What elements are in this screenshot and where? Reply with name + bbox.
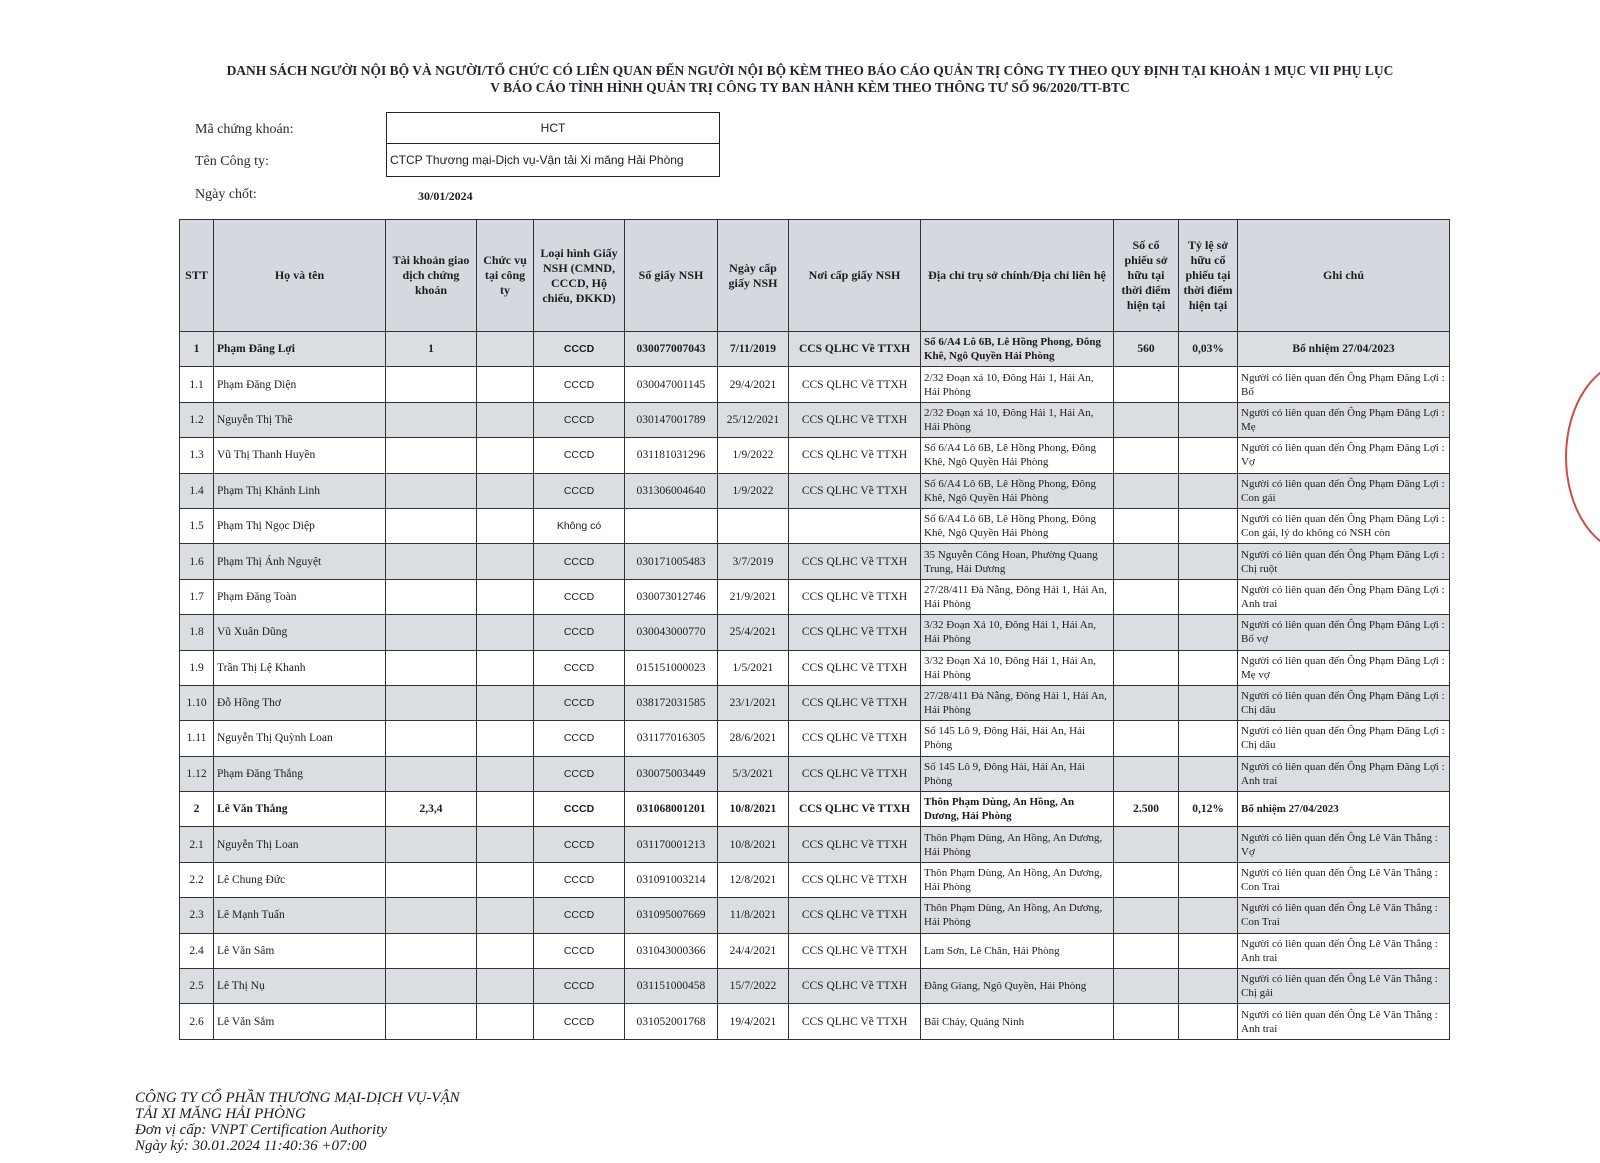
cell-position <box>477 827 534 862</box>
cell-issue-date: 29/4/2021 <box>718 367 789 402</box>
cell-name: Lê Chung Đức <box>214 862 386 897</box>
cell-ratio <box>1179 544 1238 579</box>
cell-issue-date: 1/9/2022 <box>718 473 789 508</box>
cell-stt: 2.1 <box>180 827 214 862</box>
cell-name: Phạm Thị Khánh Linh <box>214 473 386 508</box>
cell-shares <box>1114 685 1179 720</box>
cell-note: Người có liên quan đến Ông Phạm Đăng Lợi : Mẹ <box>1238 402 1450 437</box>
cell-note: Người có liên quan đến Ông Phạm Đăng Lợi : Chị dâu <box>1238 721 1450 756</box>
cell-issue-date: 10/8/2021 <box>718 827 789 862</box>
cell-address: Thôn Phạm Dùng, An Hồng, An Dương, Hải Phòng <box>921 898 1114 933</box>
cell-position <box>477 898 534 933</box>
cell-name: Đỗ Hồng Thơ <box>214 685 386 720</box>
cell-shares <box>1114 650 1179 685</box>
cell-stt: 1.4 <box>180 473 214 508</box>
cell-issue-date: 24/4/2021 <box>718 933 789 968</box>
cell-issue-date: 28/6/2021 <box>718 721 789 756</box>
table-row <box>180 862 1450 897</box>
cell-address: Bãi Cháy, Quảng Ninh <box>921 1004 1114 1039</box>
cell-id-no: 031091003214 <box>625 862 718 897</box>
cell-address: 35 Nguyễn Công Hoan, Phường Quang Trung, Hải Dương <box>921 544 1114 579</box>
cell-shares <box>1114 862 1179 897</box>
cell-shares <box>1114 898 1179 933</box>
cell-id-type: CCCD <box>534 367 625 402</box>
cell-address: Số 6/A4 Lô 6B, Lê Hồng Phong, Đông Khê, Ngô Quyền Hải Phòng <box>921 332 1114 367</box>
cell-ratio <box>1179 756 1238 791</box>
cell-note: Bổ nhiệm 27/04/2023 <box>1238 792 1450 827</box>
cell-address: Lam Sơn, Lê Chân, Hải Phòng <box>921 933 1114 968</box>
cell-address: Thôn Phạm Dùng, An Hồng, An Dương, Hải Phòng <box>921 827 1114 862</box>
cell-position <box>477 615 534 650</box>
table-row <box>180 933 1450 968</box>
table-row <box>180 615 1450 650</box>
cell-position <box>477 969 534 1004</box>
cell-ratio <box>1179 473 1238 508</box>
header-id-no: Số giấy NSH <box>625 220 718 332</box>
cell-account <box>386 438 477 473</box>
cell-id-type: CCCD <box>534 402 625 437</box>
cell-shares <box>1114 615 1179 650</box>
cell-id-no: 031177016305 <box>625 721 718 756</box>
cell-address: Số 145 Lô 9, Đông Hải, Hải An, Hải Phòng <box>921 756 1114 791</box>
cell-note: Người có liên quan đến Ông Lê Văn Thắng : Vợ <box>1238 827 1450 862</box>
table-row <box>180 367 1450 402</box>
cell-position <box>477 438 534 473</box>
insider-table <box>179 219 1450 1040</box>
cell-note: Người có liên quan đến Ông Phạm Đăng Lợi : Chị dâu <box>1238 685 1450 720</box>
cell-id-no: 031151000458 <box>625 969 718 1004</box>
signature-company-line-1: CÔNG TY CỔ PHẦN THƯƠNG MẠI-DỊCH VỤ-VẬN <box>135 1090 460 1106</box>
cell-ratio <box>1179 827 1238 862</box>
cell-name: Lê Văn Sắm <box>214 1004 386 1039</box>
cell-id-no: 031043000366 <box>625 933 718 968</box>
cell-ratio <box>1179 969 1238 1004</box>
cell-issue-place: CCS QLHC Về TTXH <box>789 402 921 437</box>
cell-id-type: CCCD <box>534 721 625 756</box>
cell-issue-date: 7/11/2019 <box>718 332 789 367</box>
cell-id-type: CCCD <box>534 827 625 862</box>
cell-account <box>386 615 477 650</box>
cell-account <box>386 367 477 402</box>
header-stt: STT <box>180 220 214 332</box>
table-row <box>180 685 1450 720</box>
record-date-value: 30/01/2024 <box>418 189 473 203</box>
cell-stt: 1.2 <box>180 402 214 437</box>
cell-address: 2/32 Đoạn xá 10, Đông Hải 1, Hải An, Hải Phòng <box>921 402 1114 437</box>
cell-issue-place: CCS QLHC Về TTXH <box>789 473 921 508</box>
header-name: Họ và tên <box>214 220 386 332</box>
cell-ratio <box>1179 508 1238 543</box>
table-row <box>180 332 1450 367</box>
cell-note: Người có liên quan đến Ông Phạm Đăng Lợi : Anh trai <box>1238 756 1450 791</box>
cell-position <box>477 544 534 579</box>
cell-ratio <box>1179 933 1238 968</box>
cell-id-no: 030147001789 <box>625 402 718 437</box>
cell-issue-place: CCS QLHC Về TTXH <box>789 438 921 473</box>
cell-position <box>477 332 534 367</box>
cell-address: Thôn Phạm Dùng, An Hồng, An Dương, Hải Phòng <box>921 862 1114 897</box>
cell-address: Đằng Giang, Ngô Quyền, Hải Phòng <box>921 969 1114 1004</box>
cell-name: Nguyễn Thị Quỳnh Loan <box>214 721 386 756</box>
cell-ratio: 0,12% <box>1179 792 1238 827</box>
cell-id-no: 030047001145 <box>625 367 718 402</box>
cell-issue-date: 10/8/2021 <box>718 792 789 827</box>
cell-stt: 1.8 <box>180 615 214 650</box>
cell-address: Số 6/A4 Lô 6B, Lê Hồng Phong, Đông Khê, Ngô Quyền Hải Phòng <box>921 473 1114 508</box>
cell-stt: 1.5 <box>180 508 214 543</box>
cell-issue-date: 1/5/2021 <box>718 650 789 685</box>
cell-issue-place: CCS QLHC Về TTXH <box>789 721 921 756</box>
cell-name: Nguyễn Thị Thề <box>214 402 386 437</box>
cell-id-type: CCCD <box>534 1004 625 1039</box>
table-row <box>180 721 1450 756</box>
cell-shares <box>1114 402 1179 437</box>
cell-note: Người có liên quan đến Ông Phạm Đăng Lợi : Bố <box>1238 367 1450 402</box>
cell-issue-date: 19/4/2021 <box>718 1004 789 1039</box>
cell-issue-place: CCS QLHC Về TTXH <box>789 933 921 968</box>
cell-name: Lê Văn Thắng <box>214 792 386 827</box>
cell-address: 3/32 Đoạn Xá 10, Đông Hải 1, Hải An, Hải Phòng <box>921 615 1114 650</box>
red-stamp-edge <box>1565 360 1600 554</box>
page-title <box>170 62 1450 96</box>
table-row <box>180 969 1450 1004</box>
cell-issue-date <box>718 508 789 543</box>
cell-stt: 1.3 <box>180 438 214 473</box>
cell-name: Nguyễn Thị Loan <box>214 827 386 862</box>
cell-issue-date: 25/12/2021 <box>718 402 789 437</box>
cell-ratio <box>1179 685 1238 720</box>
header-shares: Số cổ phiếu sở hữu tại thời điểm hiện tại <box>1114 220 1179 332</box>
table-row <box>180 827 1450 862</box>
cell-account: 2,3,4 <box>386 792 477 827</box>
cell-id-type: CCCD <box>534 898 625 933</box>
cell-position <box>477 933 534 968</box>
cell-account <box>386 579 477 614</box>
cell-name: Lê Văn Sâm <box>214 933 386 968</box>
cell-position <box>477 473 534 508</box>
cell-shares <box>1114 544 1179 579</box>
cell-note: Người có liên quan đến Ông Phạm Đăng Lợi : Con gái, lý do không có NSH còn <box>1238 508 1450 543</box>
cell-address: Thôn Phạm Dùng, An Hồng, An Dương, Hải Phòng <box>921 792 1114 827</box>
cell-name: Vũ Thị Thanh Huyền <box>214 438 386 473</box>
cell-id-type: CCCD <box>534 969 625 1004</box>
digital-signature-block <box>135 1090 460 1154</box>
cell-stt: 2 <box>180 792 214 827</box>
cell-shares <box>1114 473 1179 508</box>
cell-stt: 1.1 <box>180 367 214 402</box>
cell-shares: 2.500 <box>1114 792 1179 827</box>
cell-stt: 2.6 <box>180 1004 214 1039</box>
company-name-box: CTCP Thương mại-Dịch vụ-Vận tải Xi măng Hải Phòng <box>386 143 720 177</box>
cell-issue-date: 21/9/2021 <box>718 579 789 614</box>
cell-ratio <box>1179 650 1238 685</box>
cell-ratio <box>1179 898 1238 933</box>
cell-address: Số 6/A4 Lô 6B, Lê Hồng Phong, Đông Khê, Ngô Quyền Hải Phòng <box>921 438 1114 473</box>
cell-account <box>386 756 477 791</box>
cell-shares <box>1114 1004 1179 1039</box>
cell-id-no: 031170001213 <box>625 827 718 862</box>
record-date-label: Ngày chốt: <box>195 187 257 202</box>
table-header-row <box>180 220 1450 332</box>
cell-id-no: 030077007043 <box>625 332 718 367</box>
cell-issue-place: CCS QLHC Về TTXH <box>789 544 921 579</box>
title-line-1: DANH SÁCH NGƯỜI NỘI BỘ VÀ NGƯỜI/TỔ CHỨC CÓ LIÊN QUAN ĐẾN NGƯỜI NỘI BỘ KÈM THEO BÁO CÁO QUẢN TRỊ CÔNG TY THEO QUY ĐỊNH TẠI KHOẢN 1 MỤC VII PHỤ LỤC <box>226 63 1394 78</box>
table-row <box>180 544 1450 579</box>
cell-id-type: CCCD <box>534 332 625 367</box>
cell-shares <box>1114 367 1179 402</box>
cell-issue-place: CCS QLHC Về TTXH <box>789 898 921 933</box>
cell-id-type: CCCD <box>534 685 625 720</box>
header-issue-date: Ngày cấp giấy NSH <box>718 220 789 332</box>
cell-ratio <box>1179 1004 1238 1039</box>
cell-id-no: 031181031296 <box>625 438 718 473</box>
cell-shares <box>1114 933 1179 968</box>
cell-note: Bổ nhiệm 27/04/2023 <box>1238 332 1450 367</box>
cell-note: Người có liên quan đến Ông Phạm Đăng Lợi : Bố vợ <box>1238 615 1450 650</box>
cell-account <box>386 685 477 720</box>
cell-ratio: 0,03% <box>1179 332 1238 367</box>
cell-position <box>477 402 534 437</box>
cell-id-no: 031052001768 <box>625 1004 718 1039</box>
cell-id-type: Không có <box>534 508 625 543</box>
cell-account <box>386 402 477 437</box>
cell-account <box>386 969 477 1004</box>
cell-ratio <box>1179 615 1238 650</box>
signature-company-line-2: TẢI XI MĂNG HẢI PHÒNG <box>135 1106 306 1122</box>
cell-id-no: 030171005483 <box>625 544 718 579</box>
cell-id-no: 030075003449 <box>625 756 718 791</box>
cell-issue-place: CCS QLHC Về TTXH <box>789 1004 921 1039</box>
cell-note: Người có liên quan đến Ông Phạm Đăng Lợi : Chị ruột <box>1238 544 1450 579</box>
cell-note: Người có liên quan đến Ông Lê Văn Thắng : Con Trai <box>1238 862 1450 897</box>
cell-ratio <box>1179 402 1238 437</box>
cell-id-no: 015151000023 <box>625 650 718 685</box>
cell-ratio <box>1179 367 1238 402</box>
header-note: Ghi chú <box>1238 220 1450 332</box>
cell-issue-date: 11/8/2021 <box>718 898 789 933</box>
signature-date: Ngày ký: 30.01.2024 11:40:36 +07:00 <box>135 1138 367 1154</box>
cell-stt: 1.7 <box>180 579 214 614</box>
cell-note: Người có liên quan đến Ông Lê Văn Thắng : Anh trai <box>1238 1004 1450 1039</box>
cell-account <box>386 650 477 685</box>
header-position: Chức vụ tại công ty <box>477 220 534 332</box>
cell-stt: 1 <box>180 332 214 367</box>
cell-account <box>386 862 477 897</box>
cell-shares <box>1114 579 1179 614</box>
table-row <box>180 756 1450 791</box>
cell-stt: 2.5 <box>180 969 214 1004</box>
cell-address: Số 6/A4 Lô 6B, Lê Hồng Phong, Đông Khê, Ngô Quyền Hải Phòng <box>921 508 1114 543</box>
cell-note: Người có liên quan đến Ông Phạm Đăng Lợi : Anh trai <box>1238 579 1450 614</box>
cell-issue-date: 12/8/2021 <box>718 862 789 897</box>
cell-name: Phạm Đăng Lợi <box>214 332 386 367</box>
cell-issue-date: 3/7/2019 <box>718 544 789 579</box>
cell-shares <box>1114 508 1179 543</box>
stock-code-label: Mã chứng khoán: <box>195 122 294 137</box>
cell-account <box>386 933 477 968</box>
table-row <box>180 792 1450 827</box>
cell-account <box>386 544 477 579</box>
cell-stt: 2.3 <box>180 898 214 933</box>
cell-issue-date: 23/1/2021 <box>718 685 789 720</box>
cell-issue-date: 5/3/2021 <box>718 756 789 791</box>
cell-account <box>386 1004 477 1039</box>
cell-stt: 2.2 <box>180 862 214 897</box>
cell-id-type: CCCD <box>534 650 625 685</box>
table-row <box>180 402 1450 437</box>
cell-shares <box>1114 827 1179 862</box>
cell-issue-place: CCS QLHC Về TTXH <box>789 615 921 650</box>
cell-note: Người có liên quan đến Ông Phạm Đăng Lợi : Mẹ vợ <box>1238 650 1450 685</box>
cell-id-no: 031068001201 <box>625 792 718 827</box>
cell-position <box>477 367 534 402</box>
cell-note: Người có liên quan đến Ông Phạm Đăng Lợi : Con gái <box>1238 473 1450 508</box>
cell-address: 27/28/411 Đà Nẵng, Đông Hải 1, Hải An, Hải Phòng <box>921 579 1114 614</box>
cell-id-no: 031306004640 <box>625 473 718 508</box>
cell-issue-place: CCS QLHC Về TTXH <box>789 827 921 862</box>
cell-issue-place: CCS QLHC Về TTXH <box>789 792 921 827</box>
cell-ratio <box>1179 579 1238 614</box>
cell-shares <box>1114 756 1179 791</box>
cell-position <box>477 721 534 756</box>
cell-position <box>477 862 534 897</box>
cell-note: Người có liên quan đến Ông Lê Văn Thắng : Chị gái <box>1238 969 1450 1004</box>
cell-name: Phạm Thị Ngọc Diệp <box>214 508 386 543</box>
cell-stt: 1.12 <box>180 756 214 791</box>
cell-account <box>386 827 477 862</box>
table-row <box>180 473 1450 508</box>
cell-issue-date: 15/7/2022 <box>718 969 789 1004</box>
cell-address: 3/32 Đoạn Xá 10, Đông Hải 1, Hải An, Hải Phòng <box>921 650 1114 685</box>
cell-address: Số 145 Lô 9, Đông Hải, Hải An, Hải Phòng <box>921 721 1114 756</box>
cell-id-no: 038172031585 <box>625 685 718 720</box>
cell-id-type: CCCD <box>534 862 625 897</box>
cell-position <box>477 685 534 720</box>
cell-issue-place: CCS QLHC Về TTXH <box>789 332 921 367</box>
cell-name: Lê Mạnh Tuấn <box>214 898 386 933</box>
cell-note: Người có liên quan đến Ông Phạm Đăng Lợi : Vợ <box>1238 438 1450 473</box>
cell-stt: 1.11 <box>180 721 214 756</box>
cell-issue-place: CCS QLHC Về TTXH <box>789 650 921 685</box>
cell-position <box>477 1004 534 1039</box>
cell-position <box>477 792 534 827</box>
cell-issue-place: CCS QLHC Về TTXH <box>789 685 921 720</box>
table-row <box>180 579 1450 614</box>
cell-shares <box>1114 721 1179 756</box>
cell-issue-place: CCS QLHC Về TTXH <box>789 756 921 791</box>
cell-issue-place: CCS QLHC Về TTXH <box>789 579 921 614</box>
cell-account <box>386 508 477 543</box>
cell-account <box>386 721 477 756</box>
cell-id-type: CCCD <box>534 473 625 508</box>
cell-stt: 2.4 <box>180 933 214 968</box>
header-ratio: Tỷ lệ sở hữu cổ phiếu tại thời điểm hiện tại <box>1179 220 1238 332</box>
cell-name: Phạm Đăng Thắng <box>214 756 386 791</box>
cell-id-type: CCCD <box>534 615 625 650</box>
cell-id-type: CCCD <box>534 438 625 473</box>
cell-ratio <box>1179 862 1238 897</box>
cell-account <box>386 898 477 933</box>
cell-id-type: CCCD <box>534 756 625 791</box>
cell-stt: 1.9 <box>180 650 214 685</box>
stock-code-box: HCT <box>386 112 720 144</box>
cell-ratio <box>1179 721 1238 756</box>
cell-issue-place: CCS QLHC Về TTXH <box>789 862 921 897</box>
cell-stt: 1.6 <box>180 544 214 579</box>
table-row <box>180 650 1450 685</box>
cell-ratio <box>1179 438 1238 473</box>
cell-id-no: 030043000770 <box>625 615 718 650</box>
cell-name: Phạm Thị Ánh Nguyệt <box>214 544 386 579</box>
cell-account: 1 <box>386 332 477 367</box>
cell-id-type: CCCD <box>534 933 625 968</box>
cell-name: Vũ Xuân Dũng <box>214 615 386 650</box>
cell-shares: 560 <box>1114 332 1179 367</box>
cell-name: Lê Thị Nụ <box>214 969 386 1004</box>
header-id-type: Loại hình Giấy NSH (CMND, CCCD, Hộ chiếu, ĐKKD) <box>534 220 625 332</box>
cell-position <box>477 756 534 791</box>
company-name-label: Tên Công ty: <box>195 154 269 169</box>
cell-issue-place: CCS QLHC Về TTXH <box>789 367 921 402</box>
cell-account <box>386 473 477 508</box>
cell-position <box>477 650 534 685</box>
header-address: Địa chỉ trụ sở chính/Địa chỉ liên hệ <box>921 220 1114 332</box>
cell-position <box>477 579 534 614</box>
cell-name: Phạm Đăng Toàn <box>214 579 386 614</box>
cell-id-no: 030073012746 <box>625 579 718 614</box>
table-row <box>180 898 1450 933</box>
cell-note: Người có liên quan đến Ông Lê Văn Thắng : Con Trai <box>1238 898 1450 933</box>
cell-shares <box>1114 969 1179 1004</box>
cell-shares <box>1114 438 1179 473</box>
cell-issue-place: CCS QLHC Về TTXH <box>789 969 921 1004</box>
cell-id-no: 031095007669 <box>625 898 718 933</box>
cell-note: Người có liên quan đến Ông Lê Văn Thắng : Anh trai <box>1238 933 1450 968</box>
cell-issue-date: 1/9/2022 <box>718 438 789 473</box>
cell-name: Trần Thị Lệ Khanh <box>214 650 386 685</box>
cell-name: Phạm Đăng Diện <box>214 367 386 402</box>
table-row <box>180 508 1450 543</box>
cell-id-type: CCCD <box>534 579 625 614</box>
cell-issue-place <box>789 508 921 543</box>
signature-issuer: Đơn vị cấp: VNPT Certification Authority <box>135 1122 388 1138</box>
cell-position <box>477 508 534 543</box>
title-line-2: V BÁO CÁO TÌNH HÌNH QUẢN TRỊ CÔNG TY BAN HÀNH KÈM THEO THÔNG TƯ SỐ 96/2020/TT-BTC <box>490 80 1130 95</box>
table-row <box>180 438 1450 473</box>
cell-id-type: CCCD <box>534 544 625 579</box>
cell-address: 27/28/411 Đà Nẵng, Đông Hải 1, Hải An, Hải Phòng <box>921 685 1114 720</box>
cell-id-no <box>625 508 718 543</box>
cell-stt: 1.10 <box>180 685 214 720</box>
table-row <box>180 1004 1450 1039</box>
cell-id-type: CCCD <box>534 792 625 827</box>
header-issue-place: Nơi cấp giấy NSH <box>789 220 921 332</box>
header-account: Tài khoản giao dịch chứng khoán <box>386 220 477 332</box>
cell-address: 2/32 Đoạn xá 10, Đông Hải 1, Hải An, Hải Phòng <box>921 367 1114 402</box>
cell-issue-date: 25/4/2021 <box>718 615 789 650</box>
